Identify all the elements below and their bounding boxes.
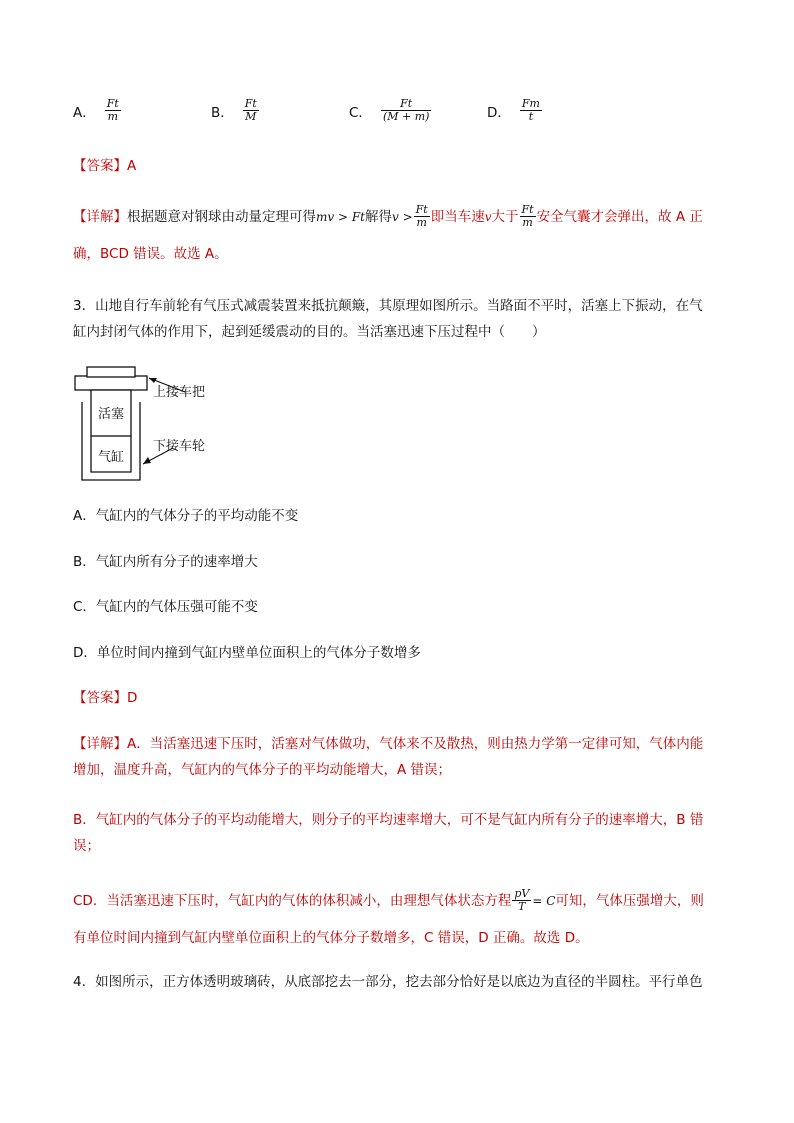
option-b-label: B．: [211, 104, 234, 121]
detail-text-1: 根据题意对钢球由动量定理可得: [127, 208, 316, 225]
option-c-fraction: $\frac{Ft}{(M + m)}$: [382, 97, 430, 123]
option-d-fraction: $\frac{Fm}{t}$: [521, 97, 540, 123]
bottom-connection-label: 下接车轮: [153, 439, 206, 454]
q2-detail-line-2: 确，BCD 错误。故选 A。: [73, 246, 228, 262]
handle-cap: [87, 367, 135, 377]
answer-value: A: [127, 158, 137, 174]
q3-detail-line-3: B．气缸内的气体分子的平均动能增大，则分子的平均速率增大，可不是气缸内所有分子的速率增大，B 错: [73, 812, 704, 828]
detail-math-1: mv > Ft: [316, 209, 365, 224]
detail-text-5: 安全气囊才会弹出，故 A 正: [536, 208, 703, 225]
q2-answer: [73, 156, 136, 176]
detail-text-5b: 可知，气体压强增大，则: [555, 892, 704, 909]
q3-stem-line-2: 缸内封闭气体的作用下，起到延缓震动的目的。当活塞迅速下压过程中（ ）: [73, 324, 546, 340]
option-a: [73, 98, 122, 123]
detail-label: 【详解】: [73, 736, 127, 752]
answer-label: 【答案】: [73, 158, 127, 174]
q4-stem-line-1: 4．如图所示，正方体透明玻璃砖，从底部挖去一部分，挖去部分恰好是以底边为直径的半圆柱。平行单色: [73, 974, 703, 990]
q3-detail-line-5: [73, 888, 704, 913]
detail-math-2: v >: [392, 209, 413, 224]
option-c-label: C．: [349, 104, 372, 121]
option-d-label: D．: [487, 104, 511, 121]
option-d: [487, 98, 543, 123]
q3-option-d: D．单位时间内撞到气缸内壁单位面积上的气体分子数增多: [73, 645, 421, 661]
q3-detail-line-6: 有单位时间内撞到气缸内壁单位面积上的气体分子数增多，C 错误，D 正确。故选 D。: [73, 930, 589, 946]
option-c: [349, 98, 432, 123]
q2-detail-line-1: [73, 204, 703, 229]
detail-text-2: 解得: [365, 208, 392, 225]
gas-law-rhs: = C: [532, 893, 556, 908]
detail-label: 【详解】: [73, 208, 127, 225]
detail-fraction-2: $\frac{Ft}{m}$: [521, 203, 534, 229]
option-a-label: A．: [73, 104, 96, 121]
detail-fraction-1: $\frac{Ft}{m}$: [415, 203, 428, 229]
top-connection-label: 上接车把: [153, 385, 206, 400]
cylinder-label: 气缸: [97, 450, 125, 465]
option-b: [211, 98, 260, 123]
handle-plate: [75, 376, 147, 390]
detail-math-3: v: [484, 209, 492, 224]
q3-option-b: B．气缸内所有分子的速率增大: [73, 554, 258, 570]
q3-answer: [73, 688, 137, 708]
detail-text: A．当活塞迅速下压时，活塞对气体做功，气体来不及散热，则由热力学第一定律可知，气体内能: [127, 736, 704, 752]
piston-label: 活塞: [97, 407, 125, 422]
detail-text-3: 即当车速: [430, 208, 485, 225]
answer-value: D: [127, 690, 138, 706]
shock-absorber-diagram: [73, 364, 243, 484]
detail-text-4: 大于: [491, 208, 519, 225]
detail-text-5a: CD．当活塞迅速下压时，气缸内的气体的体积减小，由理想气体状态方程: [73, 892, 512, 909]
answer-label: 【答案】: [73, 690, 127, 706]
q3-detail-line-2: 增加，温度升高，气缸内的气体分子的平均动能增大，A 错误；: [73, 762, 452, 778]
q3-stem-line-1: 3．山地自行车前轮有气压式减震装置来抵抗颠簸，其原理如图所示。当路面不平时，活塞上下振动，在气: [73, 298, 703, 314]
gas-law-fraction: $\frac{pV}{T}$: [514, 887, 530, 913]
option-b-fraction: $\frac{Ft}{M}$: [244, 97, 257, 123]
q3-option-c: C．气缸内的气体压强可能不变: [73, 599, 258, 615]
q3-detail-line-4: 误；: [73, 838, 100, 854]
q3-detail-line-1: [73, 734, 703, 754]
q3-option-a: A．气缸内的气体分子的平均动能不变: [73, 508, 299, 524]
option-a-fraction: $\frac{Ft}{m}$: [106, 97, 119, 123]
